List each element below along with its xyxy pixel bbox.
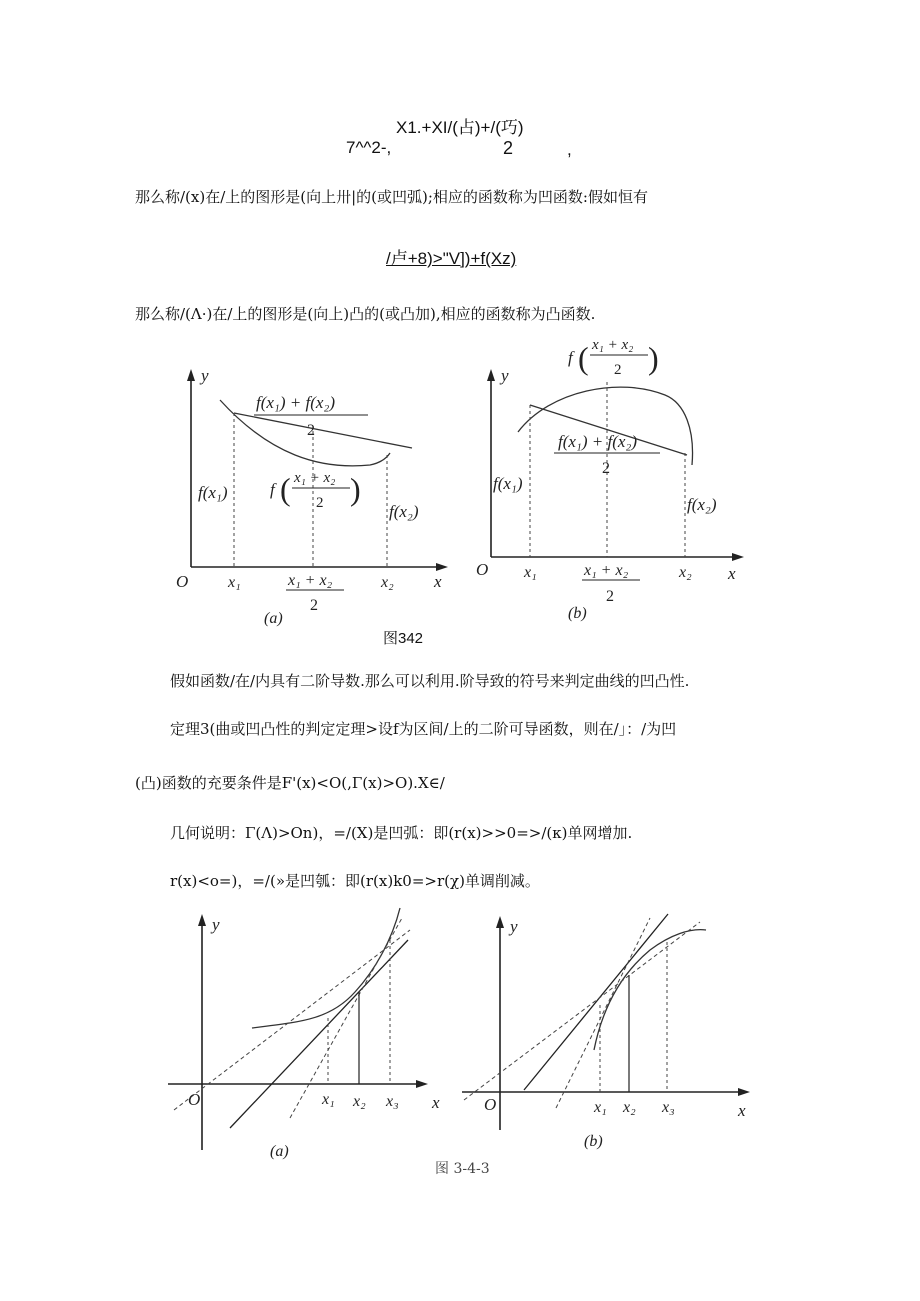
figure-342-b [476,337,744,622]
tangent-dashed-2 [556,918,650,1108]
paragraph-convex-definition: 那么称/(Λ·)在/上的图形是(向上)凸的(或凸加),相应的函数称为凸函数. [135,305,596,323]
x-axis-arrow [738,1088,750,1096]
fmid-paren-left: ( [578,340,589,376]
x-axis-arrow [416,1080,428,1088]
fmid-denominator: 2 [614,362,622,378]
x2-label: x₂ [381,574,394,591]
y-label: y [201,366,209,385]
formula-top-numerator: X1.+XI/(占)+/(巧) [396,118,524,137]
tangent-solid [524,914,668,1090]
tangent-dashed-1 [174,930,410,1110]
figure-342-a [176,366,448,627]
chord-denominator: 2 [307,422,315,439]
y-axis-arrow [496,916,504,928]
formula-top-denominator: 2 [503,138,514,158]
mid-denominator: 2 [310,597,318,614]
figure-342 [160,335,780,635]
theorem-3: 定理3(曲或凹凸性的判定定理>设f为区间/上的二阶可导函数，则在/」：/为凹 [170,720,677,738]
x1-label: x₁ [594,1099,607,1116]
concave-up-curve [252,908,400,1028]
geometric-explanation-1: 几何说明：Γ(Λ)>On)，=/(X)是凹弧：即(r(x)>>0=>∕(κ)单网增加. [170,824,633,842]
subfigure-label: (b) [584,1133,603,1150]
y-axis-arrow [487,369,495,381]
subfigure-label: (b) [568,605,587,622]
fmid-numerator: x₁ + x₂ [592,337,634,353]
x2-label: x₂ [353,1093,366,1110]
theorem-condition: (凸)函数的充要条件是F'(x)<O(,Γ(x)>O).X∈/ [135,774,445,792]
x2-label: x₂ [679,564,692,581]
chord-numerator: f(x₁) + f(x₂) [256,393,335,412]
y-label: y [212,915,220,934]
x-axis-arrow [436,563,448,571]
formula-middle: /卢+8)>"V])+f(Xz) [386,249,517,268]
figure-342-caption: 图342 [383,630,424,647]
formula-top-comma: , [567,140,572,159]
mid-numerator: x₁ + x₂ [584,562,629,579]
x1-label: x₁ [322,1091,335,1108]
y-label: y [501,366,509,385]
figure-343-caption: 图 3-4-3 [435,1161,490,1177]
fmid-paren-right: ) [648,340,659,376]
subfigure-label: (a) [270,1143,289,1160]
chord-denominator: 2 [602,460,610,477]
formula-top-left: 7^^2-, [346,138,392,157]
y-axis-arrow [187,369,195,381]
fx1-label: f(x₁) [198,483,228,502]
paragraph-concave-definition: 那么称/(x)在/上的图形是(向上卅|的(或凹弧);相应的函数称为凹函数:假如恒有 [135,188,648,206]
mid-denominator: 2 [606,588,614,605]
x1-label: x₁ [228,574,241,591]
fmid-f: f [568,348,573,367]
tangent-solid [230,940,408,1128]
origin-label: O [476,560,489,579]
x3-label: x₃ [386,1093,399,1110]
figure-343-a [168,908,440,1160]
origin-label: O [176,572,189,591]
x-label: x [432,1093,440,1112]
subfigure-label: (a) [264,610,283,627]
fmid-paren-right: ) [350,471,361,507]
fmid-f: f [270,480,275,499]
fmid-paren-left: ( [280,471,291,507]
paragraph-second-derivative: 假如函数/在/内具有二阶导数.那么可以利用.阶导致的符号来判定曲线的凹凸性. [170,672,690,690]
x-label: x [738,1101,746,1120]
x-label: x [434,572,442,591]
mid-numerator: x₁ + x₂ [288,572,333,589]
x2-label: x₂ [623,1099,636,1116]
x3-label: x₃ [662,1099,675,1116]
y-label: y [510,917,518,936]
fx2-label: f(x₂) [687,495,717,514]
x-axis-arrow [732,553,744,561]
figure-343 [160,900,780,1165]
chord-numerator: f(x₁) + f(x₂) [558,432,637,451]
fmid-numerator: x₁ + x₂ [294,470,336,486]
origin-label: O [484,1095,497,1114]
fx2-label: f(x₂) [389,502,419,521]
origin-label: O [188,1090,201,1109]
chord [234,413,412,448]
geometric-explanation-2: r(x)<o=)，=/(»是凹瓠：即(r(x)k0=>r(χ)单调削减。 [170,872,540,890]
figure-343-b [462,914,750,1150]
x-label: x [728,564,736,583]
fmid-denominator: 2 [316,495,324,511]
fx1-label: f(x₁) [493,474,523,493]
x1-label: x₁ [524,564,537,581]
y-axis-arrow [198,914,206,926]
